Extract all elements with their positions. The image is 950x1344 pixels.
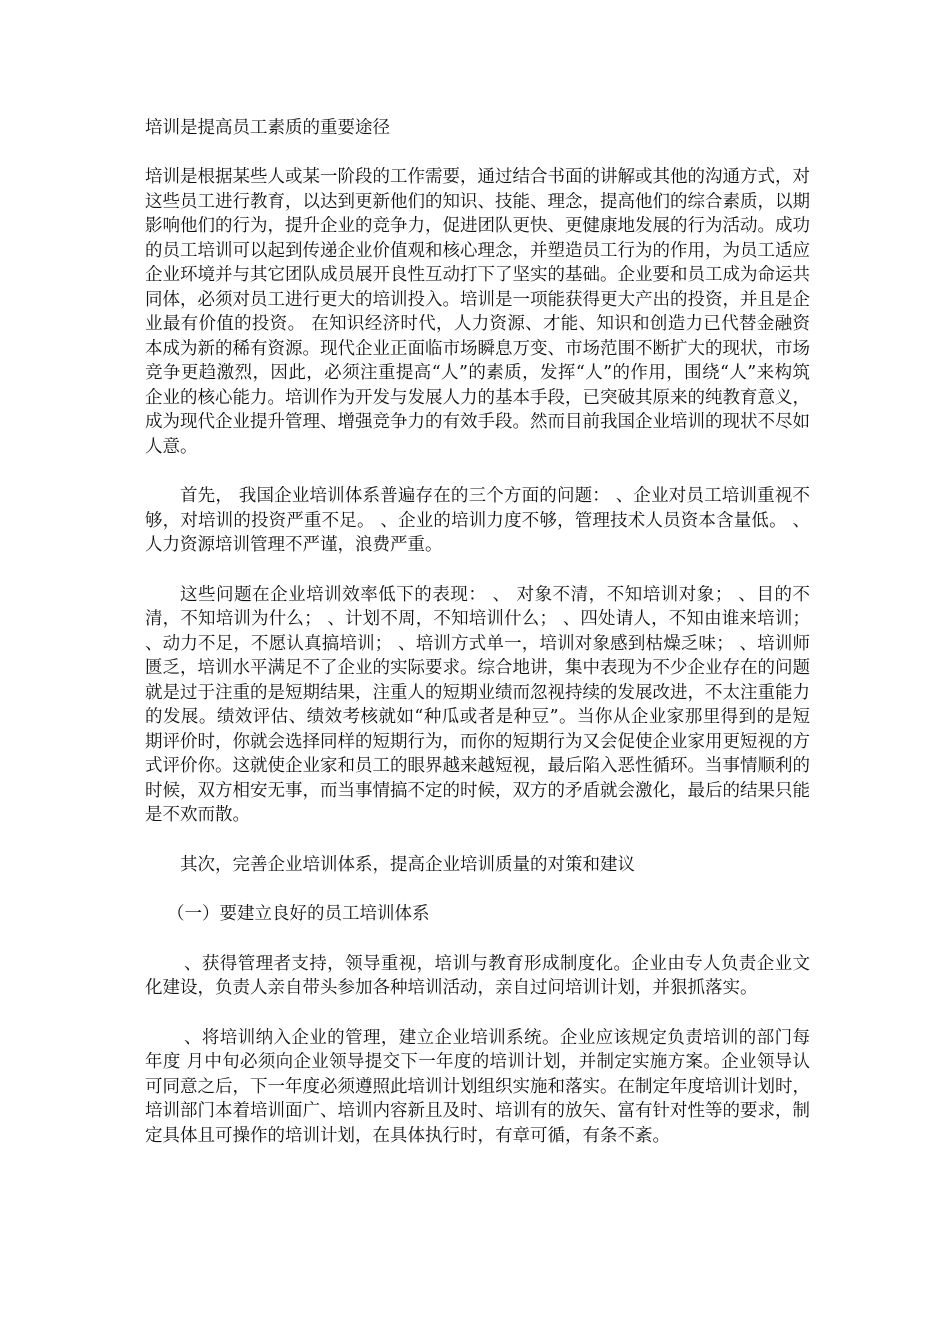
paragraph-countermeasures-heading: 其次，完善企业培训体系，提高企业培训质量的对策和建议	[180, 854, 635, 875]
paragraph-intro: 培训是根据某些人或某一阶段的工作需要，通过结合书面的讲解或其他的沟通方式，对这些员工进行教育，以达到更新他们的知识、技能、理念，提高他们的综合素质，以期影响他们的行为，提升企业的竞争力，促进团队更快、更健康地发展的行为活动。成功的员工培训可以起到传递企业价值观和核心理念，并塑造员工行为的作用，为员工适应企业环境并与其它团队成员展开良性互动打下了坚实的基础。企业要和员工成为命运共同体，必须对员工进行更大的培训投入。培训是一项能获得更大产出的投资，并且是企业最有价值的投资。 在知识经济时代，人力资源、才能、知识和创造力已代替金融资本成为新的稀有资源。现代企业正面临市场瞬息万变、市场范围不断扩大的现状，市场竞争更趋激烈，因此，必须注重提高“人”的素质，发挥“人”的作用，围绕“人”来构筑企业的核心能力。培训作为开发与发展人力的基本手段，已突破其原来的纯教育意义，成为现代企业提升管理、增强竞争力的有效手段。然而目前我国企业培训的现状不尽如人意。	[145, 167, 810, 457]
paragraph-symptoms: 这些问题在企业培训效率低下的表现： 、 对象不清，不知培训对象； 、目的不清，不知培训为什么； 、计划不周，不知培训什么； 、四处请人，不知由谁来培训； 、动力不足，不愿认真搞培训； 、培训方式单一，培训对象感到枯燥乏味； 、培训师匮乏，培训水平满足不了企业的实际要求。综合地讲，集中表现为不少企业存在的问题就是过于注重的是短期结果，注重人的短期业绩而忽视持续的发展改进，不太注重能力的发展。绩效评估、绩效考核就如“种瓜或者是种豆”。当你从企业家那里得到的是短期评价时，你就会选择同样的短期行为，而你的短期行为又会促使企业家用更短视的方式评价你。这就使企业家和员工的眼界越来越短视，最后陷入恶性循环。当事情顺利的时候，双方相安无事，而当事情搞不定的时候，双方的矛盾就会激化，最后的结果只能是不欢而散。	[145, 584, 810, 825]
document-title: 培训是提高员工素质的重要途径	[145, 118, 390, 138]
document-body	[145, 116, 810, 1173]
section-heading-training-system: （一）要建立良好的员工培训体系	[167, 904, 430, 924]
paragraph-problems: 首先， 我国企业培训体系普遍存在的三个方面的问题： 、企业对员工培训重视不够，对培训的投资严重不足。 、企业的培训力度不够，管理技术人员资本含量低。 、人力资源培训管理不严谨，浪费严重。	[145, 486, 810, 555]
paragraph-training-system: 、将培训纳入企业的管理，建立企业培训系统。企业应该规定负责培训的部门每年度 月中旬必须向企业领导提交下一年度的培训计划，并制定实施方案。企业领导认可同意之后，下一年度必须遵照此培训计划组织实施和落实。在制定年度培训计划时，培训部门本着培训面广、培训内容新且及时、培训有的放矢、富有针对性等的要求，制定具体且可操作的培训计划，在具体执行时，有章可循，有条不紊。	[145, 1027, 810, 1146]
paragraph-management-support: 、获得管理者支持，领导重视，培训与教育形成制度化。企业由专人负责企业文化建设，负责人亲自带头参加各种培训活动，亲自过问培训计划，并狠抓落实。	[145, 953, 810, 998]
